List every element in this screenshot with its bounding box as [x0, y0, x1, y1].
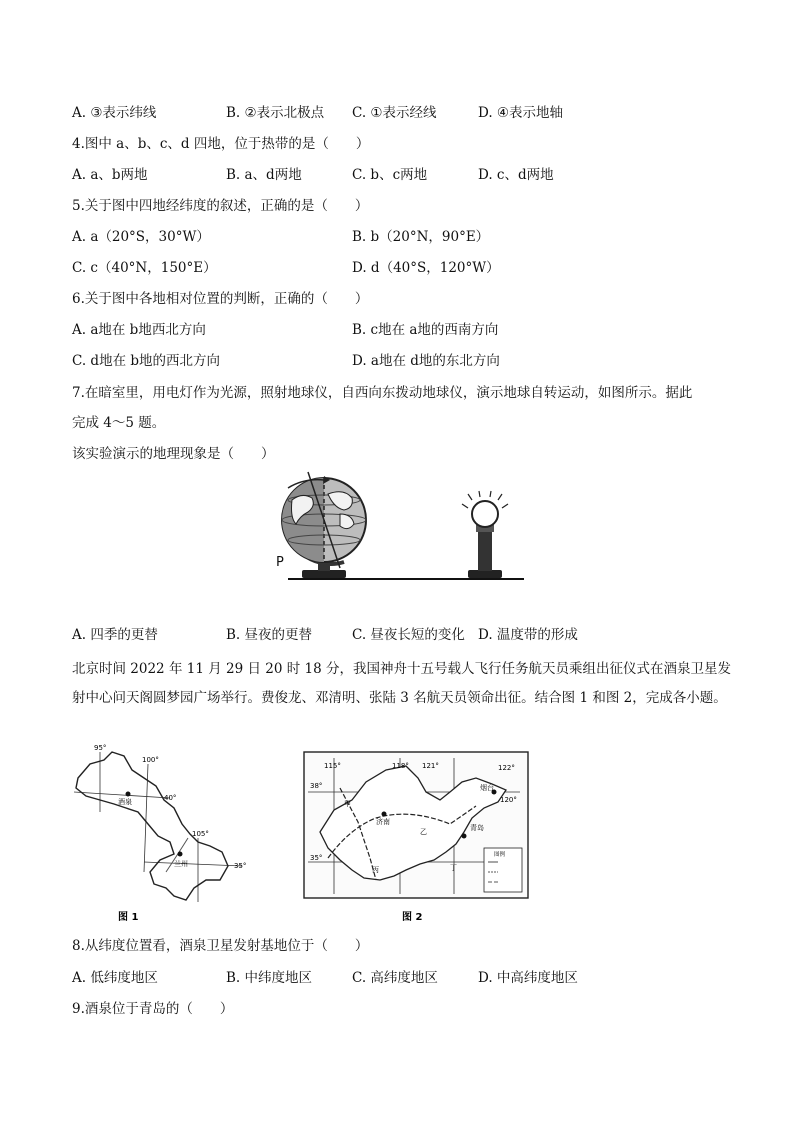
figure-label-p: P [276, 555, 284, 570]
globe-lamp-figure [268, 470, 528, 588]
fig1-label-35: 35° [234, 862, 247, 870]
q4-option-d: D. c、d两地 [478, 167, 554, 183]
q8-option-a: A. 低纬度地区 [72, 970, 158, 986]
figure-2-caption: 图 2 [402, 912, 423, 923]
fig2-label-120: 120° [500, 796, 517, 804]
fig2-label-38: 38° [310, 782, 323, 790]
q7-option-c: C. 昼夜长短的变化 [352, 627, 465, 643]
q4-option-a: A. a、b两地 [72, 167, 148, 183]
q5-stem: 5.关于图中四地经纬度的叙述，正确的是（ ） [72, 198, 369, 214]
q4-stem: 4.图中 a、b、c、d 四地，位于热带的是（ ） [72, 136, 370, 152]
fig2-label-qingdao: 青岛 [470, 824, 484, 832]
q8-option-c: C. 高纬度地区 [352, 970, 438, 986]
q7-stem: 该实验演示的地理现象是（ ） [72, 446, 275, 462]
fig1-label-100: 100° [142, 756, 159, 764]
q3-option-d: D. ④表示地轴 [478, 105, 564, 121]
q6-option-b: B. c地在 a地的西南方向 [352, 322, 499, 338]
q6-option-d: D. a地在 d地的东北方向 [352, 353, 500, 369]
fig2-label-35: 35° [310, 854, 323, 862]
fig1-label-105: 105° [192, 830, 209, 838]
q3-option-b: B. ②表示北极点 [226, 105, 325, 121]
fig2-label-bing: 丙 [372, 866, 379, 874]
figure-1-map [70, 742, 260, 927]
fig1-label-95: 95° [94, 744, 107, 752]
q6-option-c: C. d地在 b地的西北方向 [72, 353, 221, 369]
fig2-label-122: 122° [498, 764, 515, 772]
q4-option-c: C. b、c两地 [352, 167, 428, 183]
q5-option-d: D. d（40°S，120°W） [352, 260, 500, 276]
q6-stem: 6.关于图中各地相对位置的判断，正确的（ ） [72, 291, 369, 307]
q6-option-a: A. a地在 b地西北方向 [72, 322, 206, 338]
q5-option-a: A. a（20°S，30°W） [72, 229, 210, 245]
q3-option-a: A. ③表示纬线 [72, 105, 157, 121]
fig2-label-yi: 乙 [420, 828, 427, 836]
fig2-label-yantai: 烟台 [480, 784, 494, 792]
fig2-label-121: 121° [422, 762, 439, 770]
fig2-label-115: 115° [324, 762, 341, 770]
figure-2-map [300, 748, 532, 926]
lamp-bulb-icon [472, 501, 498, 527]
q8-stem: 8.从纬度位置看，酒泉卫星发射基地位于（ ） [72, 938, 369, 954]
q5-option-c: C. c（40°N，150°E） [72, 260, 217, 276]
fig2-label-jinan: 济南 [376, 818, 390, 826]
q7-intro-line2: 完成 4～5 题。 [72, 415, 166, 431]
fig1-label-40: 40° [164, 794, 177, 802]
fig2-label-118: 118° [392, 762, 409, 770]
q7-intro-line1: 7.在暗室里，用电灯作为光源，照射地球仪，自西向东拨动地球仪，演示地球自转运动，如图所示。据此 [72, 385, 693, 401]
passage-line2: 射中心问天阁圆梦园广场举行。费俊龙、邓清明、张陆 3 名航天员领命出征。结合图 1 和图 2，完成各小题。 [72, 690, 727, 706]
q8-option-b: B. 中纬度地区 [226, 970, 313, 986]
q8-option-d: D. 中高纬度地区 [478, 970, 578, 986]
q3-option-c: C. ①表示经线 [352, 105, 437, 121]
q4-option-b: B. a、d两地 [226, 167, 302, 183]
q7-option-a: A. 四季的更替 [72, 627, 158, 643]
passage-line1: 北京时间 2022 年 11 月 29 日 20 时 18 分，我国神舟十五号载人飞行任务航天员乘组出征仪式在酒泉卫星发 [72, 661, 731, 677]
q7-option-d: D. 温度带的形成 [478, 627, 578, 643]
fig2-legend-title: 图例 [494, 852, 506, 858]
q9-stem: 9.酒泉位于青岛的（ ） [72, 1001, 234, 1017]
fig1-label-lanzhou: 兰州 [174, 860, 188, 868]
q7-option-b: B. 昼夜的更替 [226, 627, 313, 643]
fig1-label-jiuquan: 酒泉 [118, 798, 132, 806]
q5-option-b: B. b（20°N，90°E） [352, 229, 490, 245]
fig2-label-ding: 丁 [450, 864, 457, 872]
fig2-label-jia: 甲 [344, 800, 351, 808]
figure-1-caption: 图 1 [118, 912, 139, 923]
